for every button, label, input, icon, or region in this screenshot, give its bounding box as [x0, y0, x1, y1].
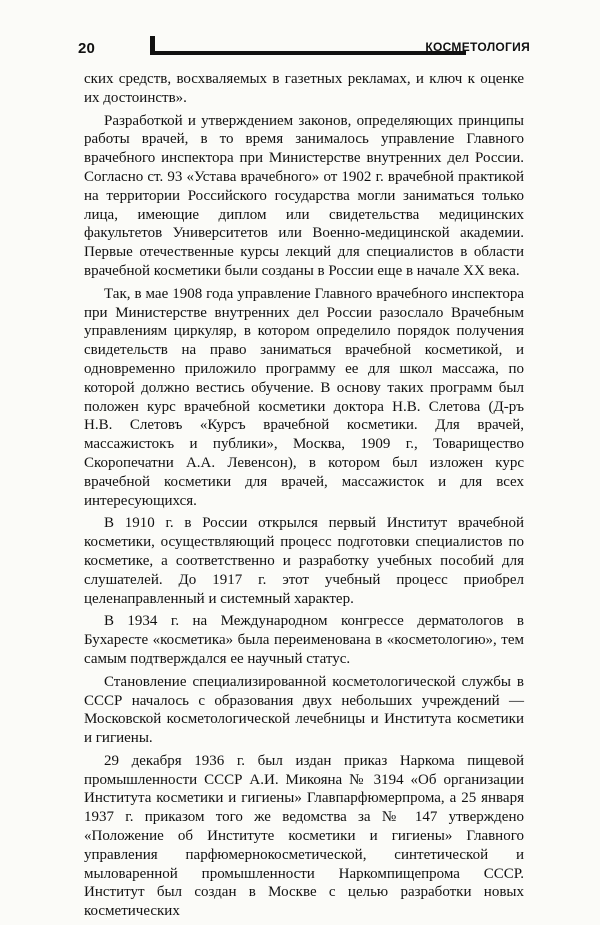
paragraph: ских средств, восхваляемых в газетных рекламах, и ключ к оценке их достоинств». [84, 71, 524, 106]
header-rule [150, 51, 466, 55]
page-number: 20 [78, 40, 96, 57]
paragraph: Так, в мае 1908 года управление Главного врачебного инспектора при Министерстве внутренних дел России разослало Врачебным управлениям циркуляр, в котором определило порядок получения свидетельств на право заниматься врачебной косметикой, и одновременно приложило программу ее для школ массажа, по которой должно вестись обучение. В основу таких программ был положен курс врачебной косметики доктора Н.В. Слетова (Д-ръ Н.В. Слетовъ «Курсъ врачебной косметики. Для врачей, массажистокъ и публики», Москва, 1909 г., Товарищество Скоропечатни А.А. Левенсон), в котором был изложен курс врачебной косметики для врачей, массажисток и для всех интересующихся. [84, 285, 524, 509]
paragraph: В 1910 г. в России открылся первый Институт врачебной косметики, осуществляющий процесс подготовки специалистов по косметике, а соответственно и разработку учебных пособий для слушателей. До 1917 г. этот учебный процесс приобрел целенаправленный и системный характер. [84, 515, 524, 607]
paragraph: В 1934 г. на Международном конгрессе дерматологов в Бухаресте «косметика» была переименована в «косметологию», тем самым подтверждался ее научный статус. [84, 613, 524, 667]
page-header [78, 34, 530, 58]
paragraph: Становление специализированной косметологической службы в СССР началось с образования двух небольших учреждений — Московской косметологической лечебницы и Института косметики и гигиены. [84, 673, 524, 747]
body-text [84, 70, 524, 925]
running-title: КОСМЕТОЛОГИЯ [425, 40, 530, 54]
paragraph: Разработкой и утверждением законов, определяющих принципы работы врачей, в то время занималось управление Главного врачебного инспектора при Министерстве внутренних дел России. Согласно ст. 93 «Устава врачебного» от 1902 г. врачебной практикой на территории Российского государства могли заниматься только лица, имеющие диплом или свидетельства медицинских факультетов Университетов или Военно-медицинской академии. Первые отечественные курсы лекций для специалистов в области врачебной косметики были созданы в России еще в начале XX века. [84, 112, 524, 279]
paragraph: 29 декабря 1936 г. был издан приказ Наркома пищевой промышленности СССР А.И. Микояна № 3194 «Об организации Института косметики и гигиены» Главпарфюмерпрома, а 25 января 1937 г. приказом того же ведомства за № 147 утверждено «Положение об Институте косметики и гигиены» Главного управления парфюмернокосметической, синтетической и мыловаренной промышленности Наркомпищепрома СССР. Институт был создан в Москве с целью разработки новых косметических [84, 752, 524, 920]
